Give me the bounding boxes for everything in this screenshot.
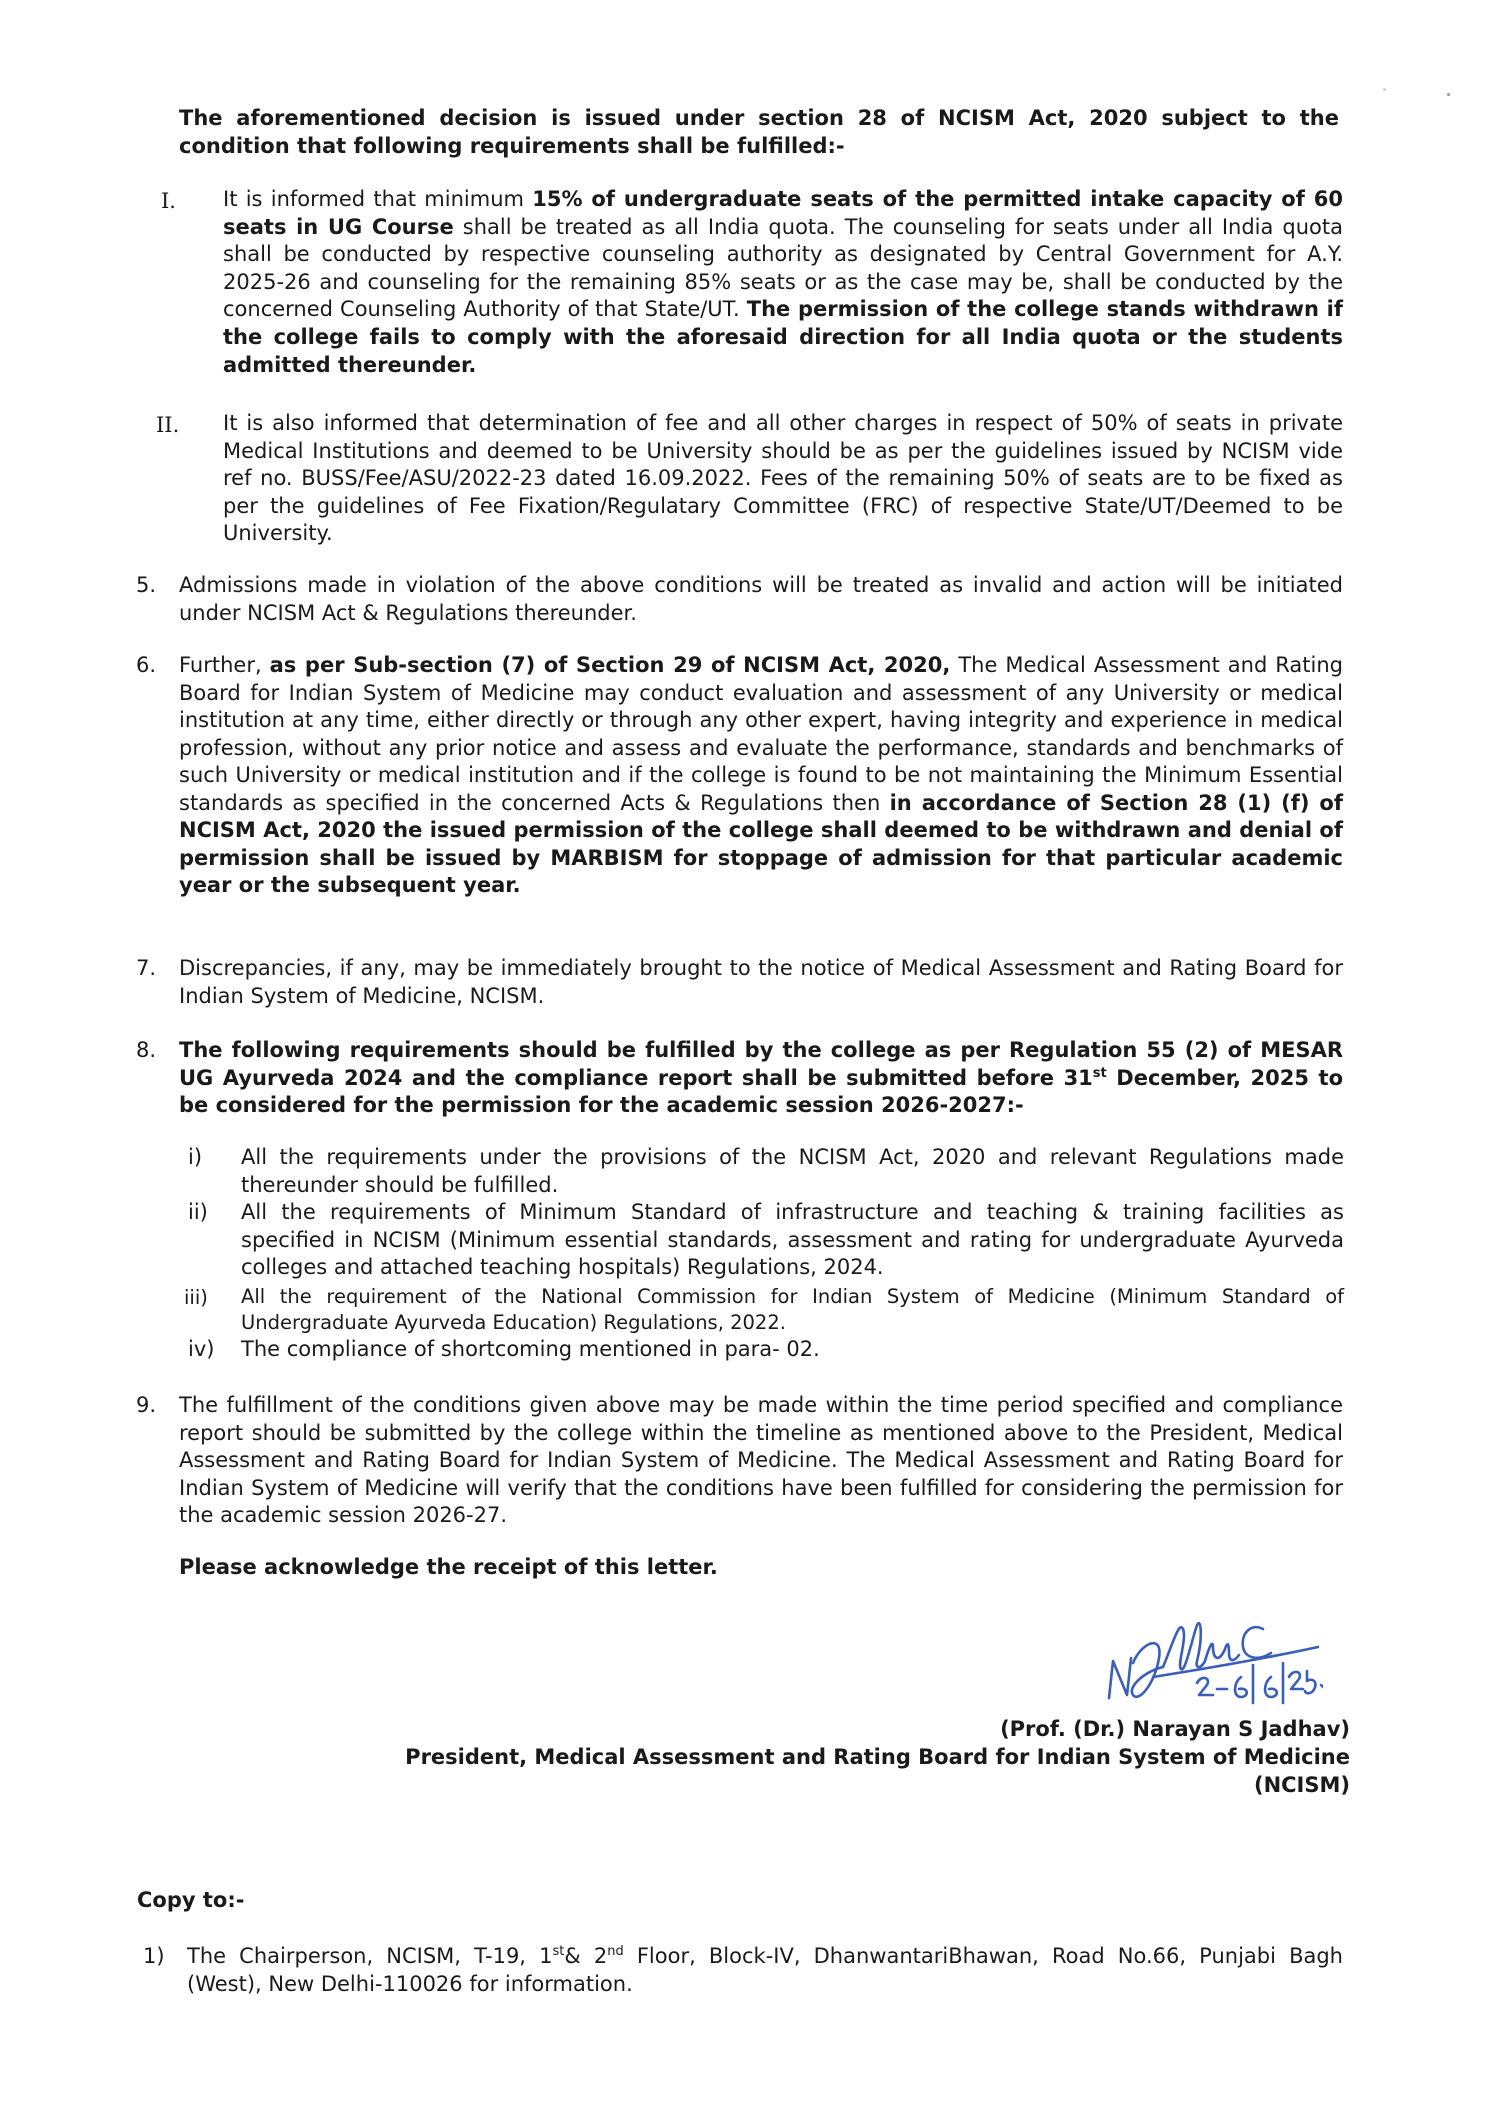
scan-speck [1447,93,1450,96]
sub-item-label: iii) [184,1286,208,1309]
para-number: 5. [136,573,157,597]
item-label: II. [156,413,180,437]
handwritten-signature [1093,1603,1323,1713]
signatory-organization: (NCISM) [1253,1773,1350,1797]
item-label: I. [161,189,176,213]
text-run: December, 2025 to be considered for the permission for the academic session 2026-2027:- [179,1065,1343,1117]
signatory-name: (Prof. (Dr.) Narayan S Jadhav) [1000,1717,1350,1741]
text-run: Further, [179,653,270,677]
text-run: The Chairperson, NCISM, T-19, 1 [187,1944,553,1968]
scan-speck [1383,88,1386,91]
para-number: 8. [136,1038,157,1062]
para-6-text [179,652,1343,900]
sub-item-text: All the requirement of the National Commission for Indian System of Medicine (Minimum Standard of Undergraduate Ayurveda Education) Regulations, 2022. [241,1285,1344,1334]
text-run: It is informed that minimum [223,187,533,211]
bold-run: as per Sub-section (7) of Section 29 of NCISM Act, 2020, [269,653,951,677]
para-number: 9. [136,1393,157,1417]
sub-item-text: The compliance of shortcoming mentioned in para- 02. [241,1337,820,1361]
copy-to-item [187,1943,1343,1998]
sub-item-label: iv) [188,1337,215,1361]
para-number: 6. [136,653,157,677]
sub-item-label: ii) [188,1200,208,1224]
para-8-text [179,1037,1343,1120]
text-run: Floor, Block-IV, DhanwantariBhawan, Road No.66, Punjabi Bagh (West), New Delhi-110026 for information. [187,1944,1343,1996]
superscript: nd [607,1944,624,1959]
para-7-text: Discrepancies, if any, may be immediately brought to the notice of Medical Assessment and Rating Board for Indian System of Medicine, NCISM. [179,956,1343,1008]
signatory-designation: President, Medical Assessment and Rating Board for Indian System of Medicine [405,1745,1350,1769]
item-ii-text: It is also informed that determination of fee and all other charges in respect of 50% of seats in private Medical Institutions and deemed to be University should be as per the guidelines issued by NCISM vide ref no. BUSS/Fee/ASU/2022-23 dated 16.09.2022. Fees of the remaining 50% of seats are to be fixed as per the guidelines of Fee Fixation/Regulatary Committee (FRC) of respective State/UT/Deemed to be University. [223,411,1343,545]
text-run: The Medical Assessment and Rating Board for Indian System of Medicine may conduct evaluation and assessment of any University or medical institution at any time, either directly or through any other expert, having integrity and experience in medical profession, without any prior notice and assess and evaluate the performance, standards and benchmarks of such University or medical institution and if the college is found to be not maintaining the Minimum Essential standards as specified in the concerned Acts & Regulations then [179,653,1343,815]
para-9-text: The fulfillment of the conditions given above may be made within the time period specified and compliance report should be submitted by the college within the timeline as mentioned above to the President, Medical Assessment and Rating Board for Indian System of Medicine. The Medical Assessment and Rating Board for Indian System of Medicine will verify that the conditions have been fulfilled for considering the permission for the academic session 2026-27. [179,1393,1343,1527]
bold-run: 15% of undergraduate seats of the permitted intake capacity of 60 seats in UG Course [223,187,1343,239]
bold-run: in accordance of Section 28 (1) (f) of NCISM Act, 2020 the issued permission of the college shall deemed to be withdrawn and denial of permission shall be issued by MARBISM for stoppage of admission for that particular academic year or the subsequent year. [179,790,1343,897]
text-run: & 2 [564,1944,608,1968]
para-5-text: Admissions made in violation of the above conditions will be treated as invalid and action will be initiated under NCISM Act & Regulations thereunder. [179,573,1343,625]
intro-paragraph: The aforementioned decision is issued under section 28 of NCISM Act, 2020 subject to the condition that following requirements shall be fulfilled:- [179,106,1339,158]
sub-item-text: All the requirements of Minimum Standard of infrastructure and teaching & training facilities as specified in NCISM (Minimum essential standards, assessment and rating for undergraduate Ayurveda colleges and attached teaching hospitals) Regulations, 2024. [241,1200,1344,1279]
item-i-text [223,186,1343,379]
sub-item-text: All the requirements under the provisions of the NCISM Act, 2020 and relevant Regulations made thereunder should be fulfilled. [241,1145,1344,1197]
bold-run: The permission of the college stands withdrawn if the college fails to comply with the aforesaid direction for all India quota or the students admitted thereunder. [223,297,1343,377]
sub-item-label: i) [188,1145,203,1169]
para-number: 7. [136,956,157,980]
text-run: The following requirements should be fulfilled by the college as per Regulation 55 (2) of MESAR UG Ayurveda 2024 and the compliance report shall be submitted before 31 [179,1038,1343,1090]
acknowledge-line: Please acknowledge the receipt of this letter. [179,1555,718,1579]
copy-to-heading: Copy to:- [137,1888,245,1912]
superscript: st [1092,1065,1107,1081]
text-run: shall be treated as all India quota. The counseling for seats under all India quota shall be conducted by respective counseling authority as designated by Central Government for A.Y. 2025-26 and counseling for the remaining 85% seats or as the case may be, shall be conducted by the concerned Counseling Authority of that State/UT. [223,214,1343,322]
signature-block [405,1715,1350,1799]
copy-to-number: 1) [143,1944,165,1968]
superscript: st [552,1944,565,1959]
